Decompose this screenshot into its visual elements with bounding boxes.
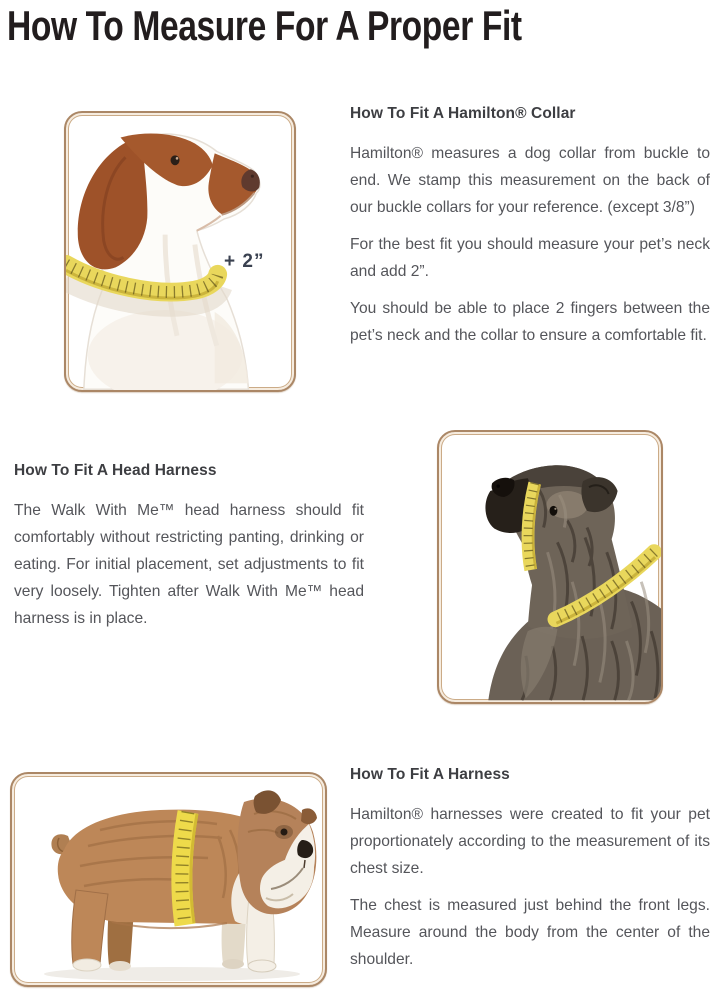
harness-paragraph-1: Hamilton® harnesses were created to fit your pet proportionately according to the measurement of its chest size.: [350, 806, 710, 877]
collar-photo-frame: [64, 111, 296, 392]
harness-paragraph-2: The chest is measured just behind the front legs. Measure around the body from the center of the shoulder.: [350, 897, 710, 968]
collar-section-heading: How To Fit A Hamilton® Collar: [350, 105, 576, 122]
collar-paragraph-2: For the best fit you should measure your pet’s neck and add 2”.: [350, 236, 710, 280]
harness-photo-frame: [10, 772, 327, 987]
collar-paragraph-3: You should be able to place 2 fingers between the pet’s neck and the collar to ensure a comfortable fit.: [350, 300, 710, 344]
page-title: How To Measure For A Proper Fit: [7, 2, 522, 49]
collar-section: [350, 105, 710, 359]
harness-section: [350, 766, 710, 983]
head-harness-dog-image: [439, 432, 661, 702]
harness-section-heading: How To Fit A Harness: [350, 766, 510, 783]
harness-dog-image: [12, 774, 325, 985]
head-harness-section-heading: How To Fit A Head Harness: [14, 462, 217, 479]
add-two-inches-label: + 2”: [224, 251, 265, 272]
collar-paragraph-1: Hamilton® measures a dog collar from buckle to end. We stamp this measurement on the back of our buckle collars for your reference. (except 3/8”): [350, 145, 710, 216]
head-harness-photo-frame: [437, 430, 663, 704]
head-harness-paragraph-1: The Walk With Me™ head harness should fit comfortably without restricting panting, drinking or eating. For initial placement, set adjustments to fit very loosely. Tighten after Walk With Me™ head harness is in place.: [14, 502, 364, 627]
head-harness-section: [14, 462, 364, 642]
